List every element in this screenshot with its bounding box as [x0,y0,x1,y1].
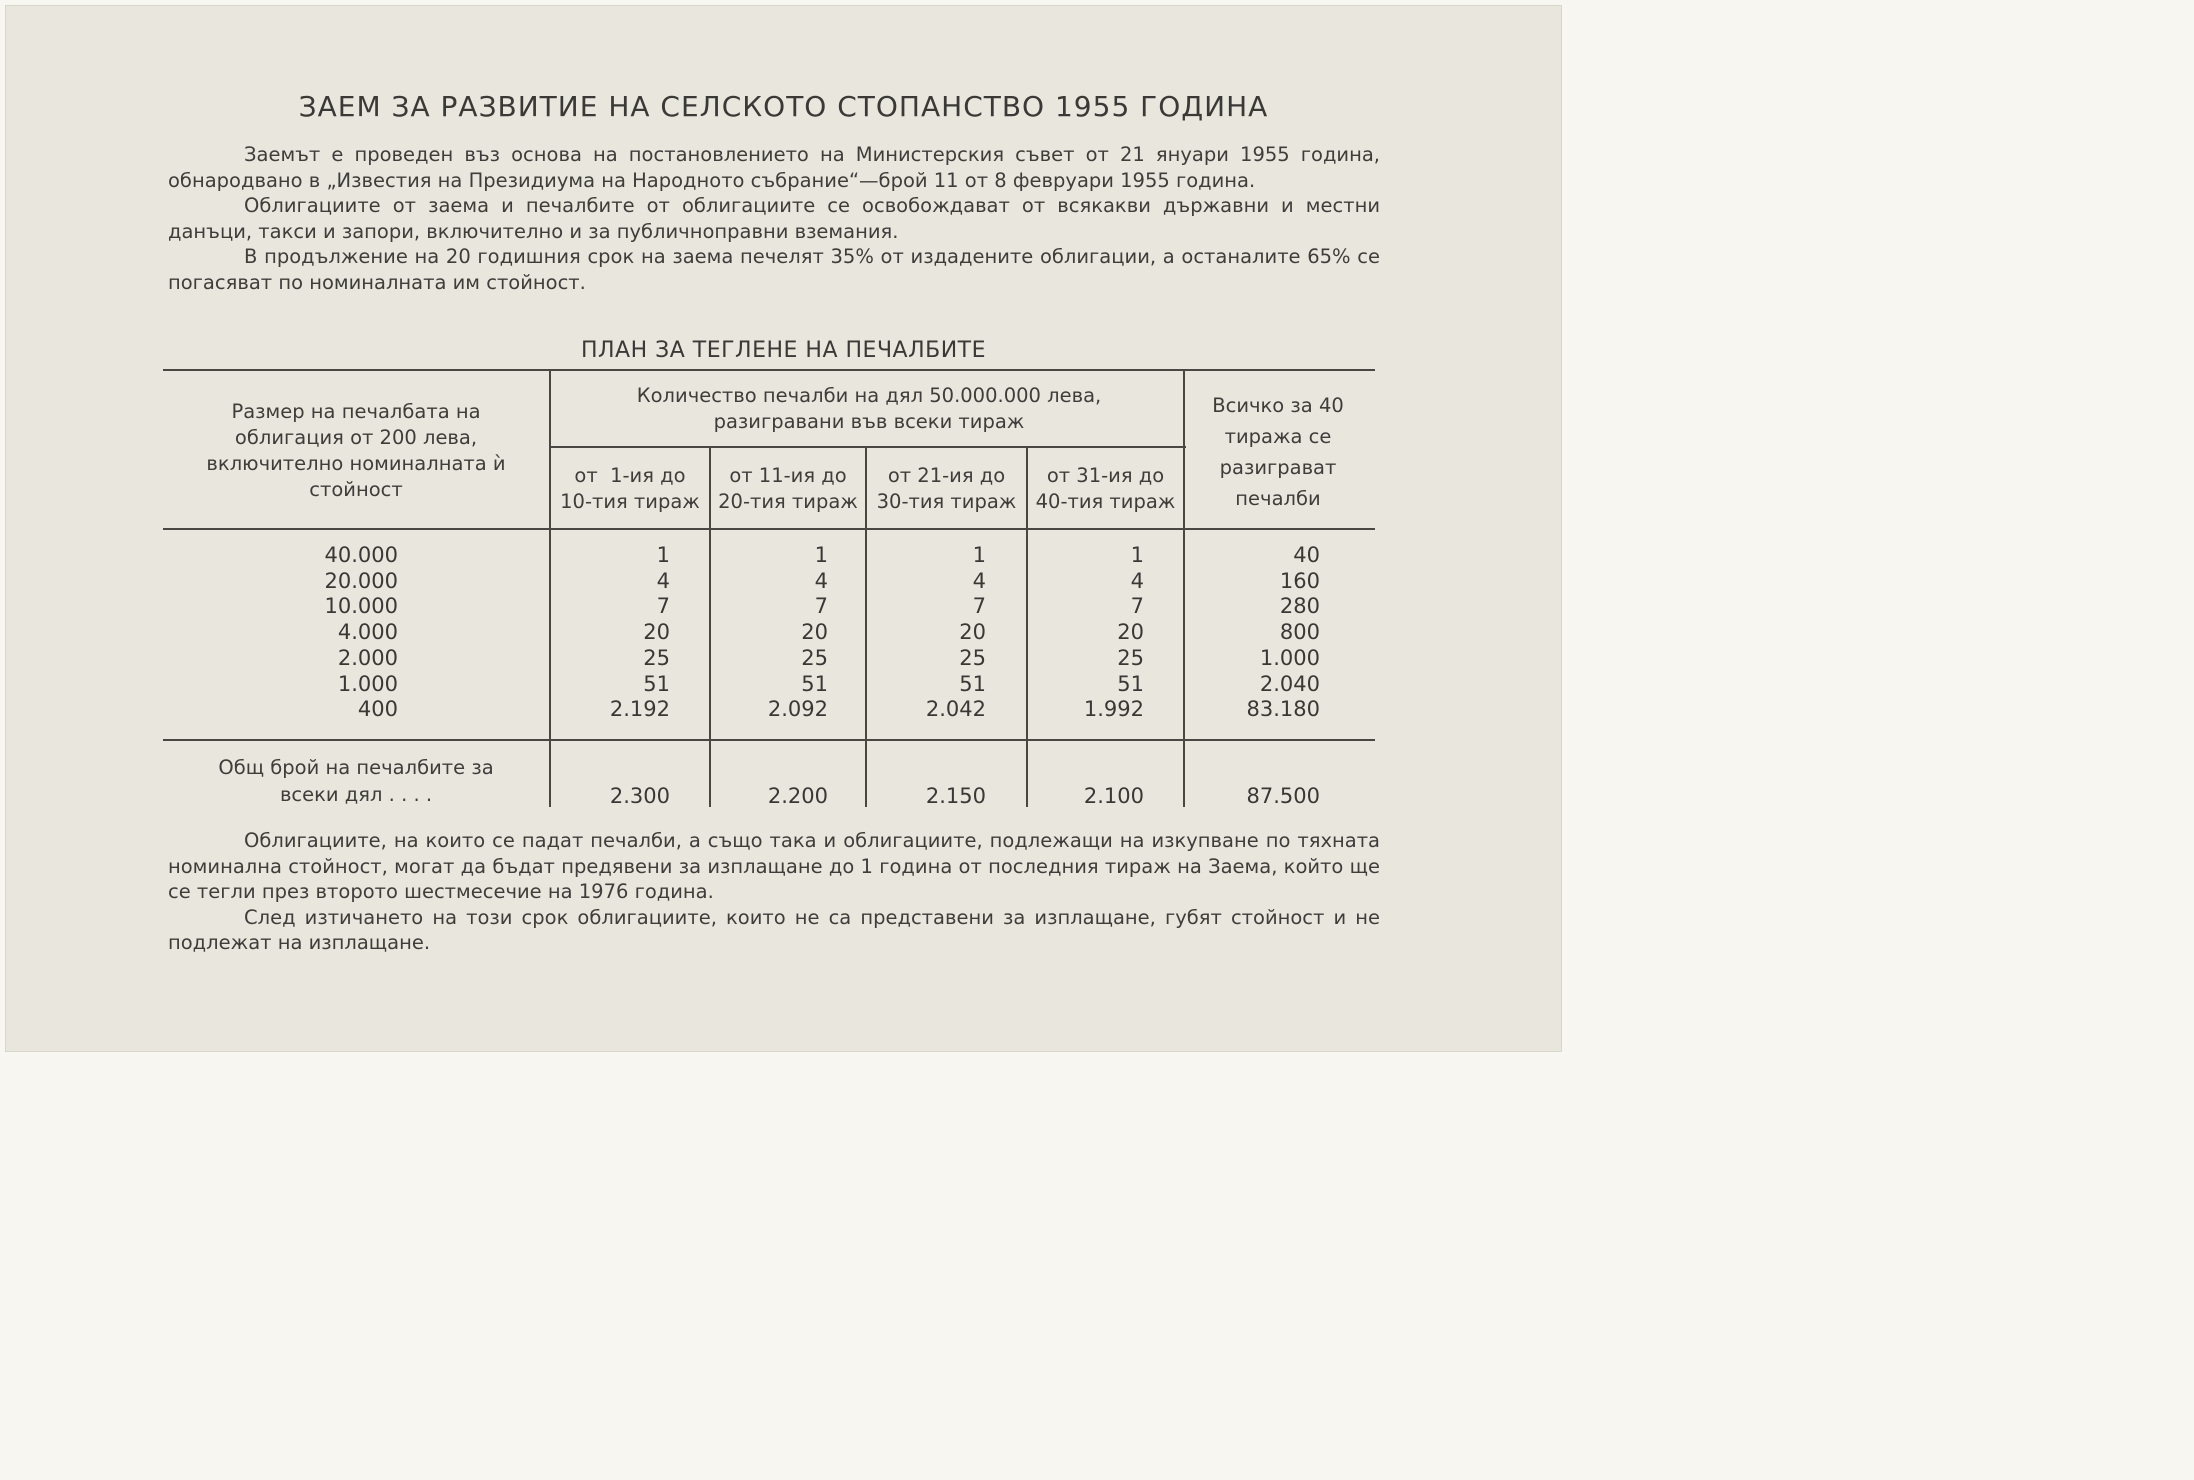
draw-header-3: от 21-ия до 30-тия тираж [876,464,1017,513]
draw-header-1: от 1-ия до 10-тия тираж [560,464,700,513]
draw-header-4: от 31-ия до 40-тия тираж [1035,464,1176,513]
table-cell: 7 [656,594,670,619]
prize-size-header: Размер на печалбата на облигация от 200 лева, включително номиналната ѝ стойност [206,400,506,501]
table-cell: 25 [643,645,670,670]
closing-paragraph: След изтичането на този срок облигациите, които не са представени за изплащане, губят стойност и не подлежат на изплащане. [168,905,1380,954]
summary-label: Общ брой на печалбите за всеки дял . . . . [218,756,494,806]
table-cell: 1.992 [1083,697,1144,722]
table-cell: 20 [801,620,828,645]
table-cell: 800 [1279,620,1320,645]
table-cell: 4 [972,568,986,593]
table-cell: 1 [814,543,828,567]
table-cell: 7 [814,594,828,619]
total-column [1236,543,1320,723]
table-cell: 160 [1279,568,1320,593]
header-bottom-rule [163,528,1375,530]
draw-column-1 [586,543,670,723]
summary-cell: 2.300 [609,784,670,808]
column-divider [549,369,551,807]
table-cell: 20 [959,620,986,645]
table-cell: 40.000 [324,543,398,567]
table-cell: 51 [801,671,828,696]
table-cell: 280 [1279,594,1320,619]
table-cell: 7 [972,594,986,619]
table-cell: 2.192 [609,697,670,722]
table-cell: 51 [959,671,986,696]
table-cell: 2.000 [337,645,398,670]
table-cell: 1 [656,543,670,567]
summary-cell: 2.100 [1083,784,1144,808]
prize-column [306,543,398,723]
group-header: Количество печалби на дял 50.000.000 лева, разигравани във всеки тираж [636,384,1102,433]
table-cell: 51 [1117,671,1144,696]
draw-header-2: от 11-ия до 20-тия тираж [718,464,858,513]
table-cell: 4 [1130,568,1144,593]
table-cell: 1.000 [337,671,398,696]
summary-top-rule [163,739,1375,741]
table-cell: 25 [959,645,986,670]
bond-sheet [5,5,1562,1052]
table-top-rule [163,369,1375,371]
document-title: ЗАЕМ ЗА РАЗВИТИЕ НА СЕЛСКОТО СТОПАНСТВО 1955 ГОДИНА [298,90,1269,123]
draw-column-2 [744,543,828,723]
summary-cell: 2.150 [925,784,986,808]
table-cell: 2.092 [767,697,828,722]
table-cell: 25 [1117,645,1144,670]
table-cell: 7 [1130,594,1144,619]
summary-cell: 87.500 [1246,784,1320,808]
table-cell: 51 [643,671,670,696]
plan-title: ПЛАН ЗА ТЕГЛЕНЕ НА ПЕЧАЛБИТЕ [580,338,987,363]
intro-text [168,142,1380,295]
table-cell: 25 [801,645,828,670]
column-divider [1183,369,1185,807]
closing-text [168,828,1380,956]
table-cell: 20 [1117,620,1144,645]
table-cell: 1.000 [1259,645,1320,670]
intro-paragraph: В продължение на 20 годишния срок на заема печелят 35% от издадените облигации, а останалите 65% се погасяват по номиналната им стойност. [168,245,1380,294]
table-cell: 20 [643,620,670,645]
table-cell: 2.042 [925,697,986,722]
table-cell: 2.040 [1259,671,1320,696]
table-cell: 4 [814,568,828,593]
table-cell: 10.000 [324,594,398,619]
summary-cell: 2.200 [767,784,828,808]
table-cell: 20.000 [324,568,398,593]
table-cell: 83.180 [1246,697,1320,722]
table-cell: 400 [357,697,398,722]
intro-paragraph: Облигациите от заема и печалбите от облигациите се освобождават от всякакви държавни и местни данъци, такси и запори, включително и за публичноправни вземания. [168,194,1380,243]
intro-paragraph: Заемът е проведен въз основа на постановлението на Министерския съвет от 21 януари 1955 година, обнародвано в „Известия на Президиума на Народното събрание“—брой 11 от 8 февруари 1955 година. [168,143,1380,192]
total-header: Всичко за 40 тиража се разиграват печалби [1212,394,1344,510]
table-cell: 1 [972,543,986,567]
table-cell: 4.000 [337,620,398,645]
closing-paragraph: Облигациите, на които се падат печалби, а също така и облигациите, подлежащи на изкупване по тяхната номинална стойност, могат да бъдат предявени за изплащане до 1 година от последния тираж на Заема, който ще се тегли през второто шестмесечие на 1976 година. [168,829,1380,903]
table-cell: 40 [1293,543,1320,567]
table-cell: 1 [1130,543,1144,567]
draw-column-4 [1060,543,1144,723]
draw-column-3 [902,543,986,723]
group-header-rule [550,446,1186,448]
table-cell: 4 [656,568,670,593]
